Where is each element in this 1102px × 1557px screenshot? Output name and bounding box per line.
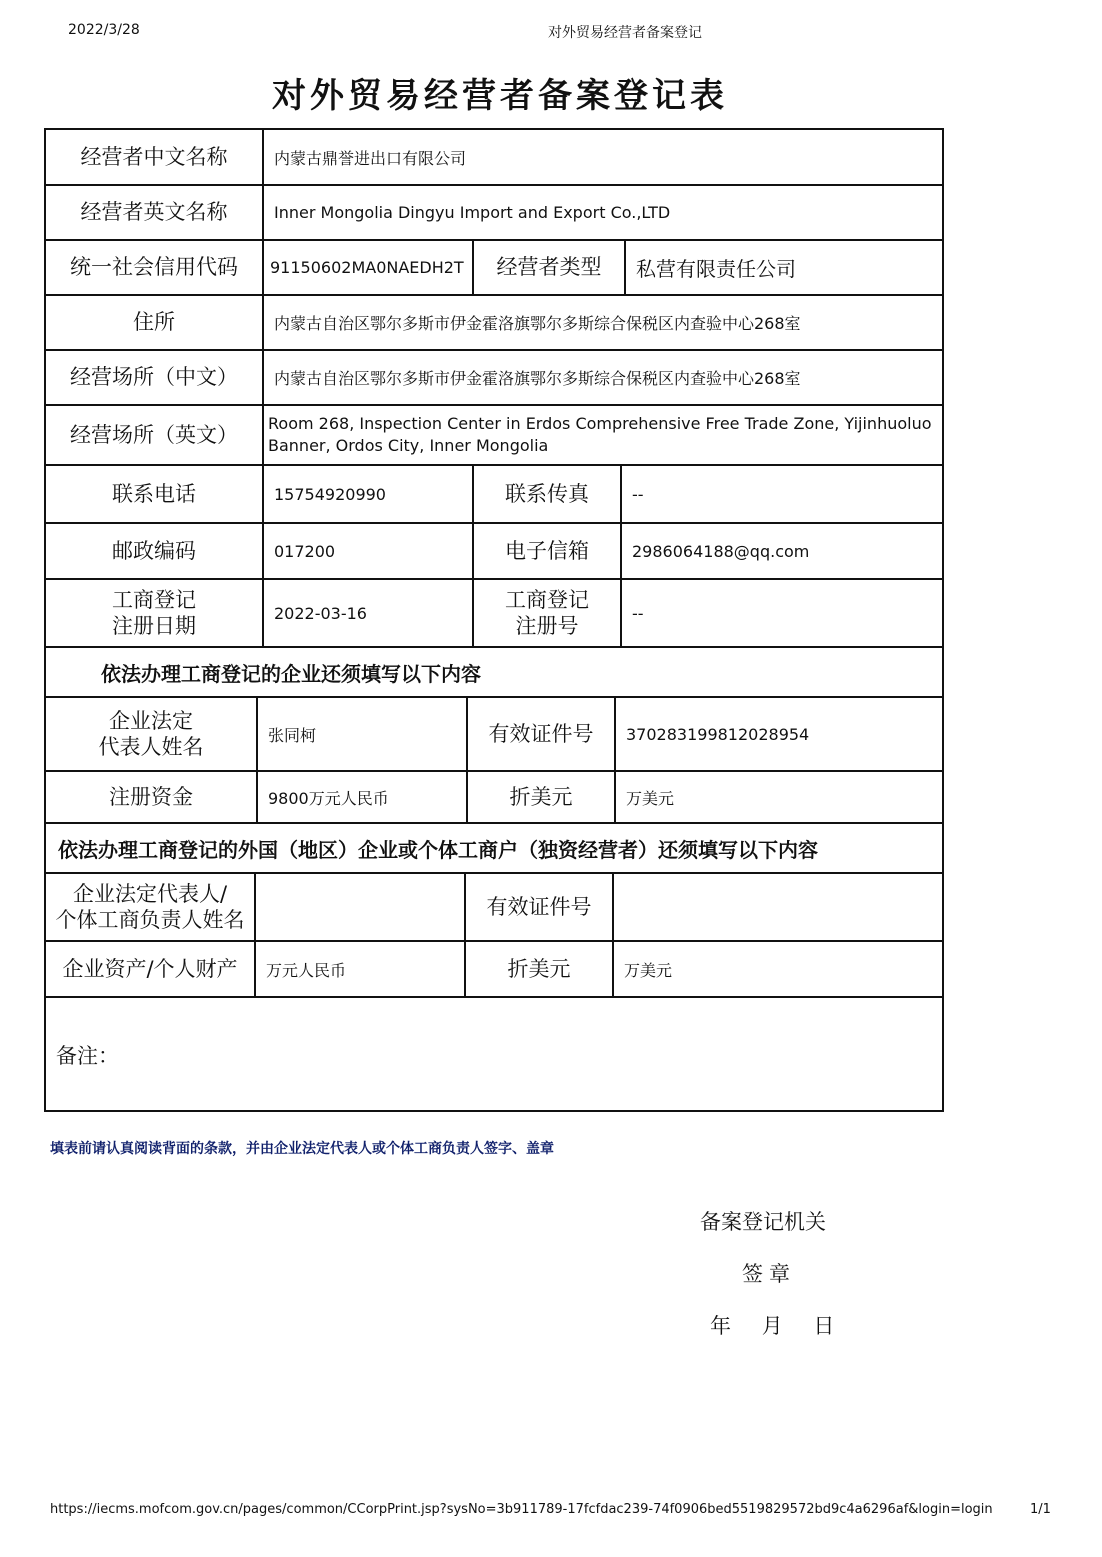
value-foreign-rep (256, 874, 466, 940)
value-fax: -- (632, 484, 644, 504)
row-site-en (46, 406, 942, 466)
value-assets-usd: 万美元 (624, 960, 673, 980)
label-legal-rep-line2: 代表人姓名 (98, 735, 204, 759)
value-capital: 9800万元人民币 (258, 772, 468, 822)
label-en-name: 经营者英文名称 (46, 186, 264, 239)
section2-heading: 依法办理工商登记的外国（地区）企业或个体工商户（独资经营者）还须填写以下内容 (58, 837, 818, 862)
row-legal-rep (46, 698, 942, 772)
label-reg-number-line1: 工商登记 (505, 587, 589, 612)
signature-date (710, 1310, 858, 1340)
label-site-cn: 经营场所（中文） (46, 351, 264, 404)
label-legal-id: 有效证件号 (468, 698, 616, 770)
instruction-note: 填表前请认真阅读背面的条款，并由企业法定代表人或个体工商负责人签字、盖章 (50, 1141, 554, 1157)
notes-label: 备注： (56, 1044, 119, 1068)
label-foreign-rep-line2: 个体工商负责人姓名 (55, 908, 245, 932)
row-address (46, 296, 942, 351)
label-address: 住所 (46, 296, 264, 349)
label-legal-rep-line1: 企业法定 (109, 708, 193, 733)
label-credit-code: 统一社会信用代码 (46, 241, 264, 294)
row-site-cn (46, 351, 942, 406)
page-number: 1/1 (1030, 1502, 1051, 1517)
print-header-title: 对外贸易经营者备案登记 (548, 25, 702, 41)
row-cn-name (46, 130, 942, 186)
year-label: 年 (710, 1314, 731, 1338)
value-cn-name: 内蒙古鼎誉进出口有限公司 (274, 148, 467, 168)
label-reg-date-line2: 注册日期 (112, 614, 196, 638)
value-address: 内蒙古自治区鄂尔多斯市伊金霍洛旗鄂尔多斯综合保税区内查验中心268室 (274, 314, 801, 333)
print-url: https://iecms.mofcom.gov.cn/pages/common/CCorpPrint.jsp?sysNo=3b911789-17fcfdac239-74f0906bed5519829572bd9c4a6296af&login=login (50, 1502, 993, 1517)
value-credit-code: 91150602MA0NAEDH2T (264, 241, 474, 294)
label-fax: 联系传真 (474, 466, 622, 522)
label-site-en: 经营场所（英文） (46, 406, 264, 464)
label-phone: 联系电话 (46, 466, 264, 522)
row-phone (46, 466, 942, 524)
month-label: 月 (761, 1314, 783, 1338)
row-notes (46, 998, 942, 1110)
label-assets-usd: 折美元 (466, 942, 614, 996)
label-reg-date (46, 580, 264, 646)
label-capital-usd: 折美元 (468, 772, 616, 822)
registration-form (44, 128, 944, 1112)
label-reg-number-line2: 注册号 (515, 614, 579, 638)
value-assets: 万元人民币 (256, 942, 466, 996)
row-postal (46, 524, 942, 580)
value-reg-number: -- (632, 603, 644, 623)
label-email: 电子信箱 (474, 524, 622, 578)
value-en-name: Inner Mongolia Dingyu Import and Export Co.,LTD (274, 203, 671, 222)
value-phone: 15754920990 (264, 466, 474, 522)
registration-authority: 备案登记机关 (700, 1210, 826, 1234)
label-operator-type: 经营者类型 (474, 241, 626, 294)
label-reg-number (474, 580, 622, 646)
row-foreign-rep (46, 874, 942, 942)
row-en-name (46, 186, 942, 241)
value-postal: 017200 (264, 524, 474, 578)
value-foreign-id (614, 874, 942, 940)
label-foreign-rep-line1: 企业法定代表人/ (72, 881, 228, 906)
section2-row (46, 824, 942, 874)
row-assets (46, 942, 942, 998)
label-legal-rep (46, 698, 258, 770)
label-cn-name: 经营者中文名称 (46, 130, 264, 184)
label-postal: 邮政编码 (46, 524, 264, 578)
document-title: 对外贸易经营者备案登记表 (272, 76, 728, 116)
row-credit-code (46, 241, 942, 296)
section1-row (46, 648, 942, 698)
value-legal-rep: 张同柯 (258, 698, 468, 770)
seal-label: 签章 (742, 1262, 796, 1286)
value-capital-usd: 万美元 (626, 788, 675, 808)
value-email: 2986064188@qq.com (632, 541, 810, 561)
row-registration (46, 580, 942, 648)
value-site-cn: 内蒙古自治区鄂尔多斯市伊金霍洛旗鄂尔多斯综合保税区内查验中心268室 (274, 369, 801, 388)
value-site-en: Room 268, Inspection Center in Erdos Comprehensive Free Trade Zone, Yijinhuoluo Banner, Ordos City, Inner Mongolia (268, 414, 932, 455)
label-assets: 企业资产/个人财产 (46, 942, 256, 996)
label-foreign-id: 有效证件号 (466, 874, 614, 940)
value-operator-type: 私营有限责任公司 (636, 257, 796, 281)
section1-heading: 依法办理工商登记的企业还须填写以下内容 (101, 661, 481, 686)
day-label: 日 (813, 1314, 835, 1338)
row-capital (46, 772, 942, 824)
print-date: 2022/3/28 (68, 22, 140, 38)
value-legal-id: 370283199812028954 (626, 724, 810, 744)
label-foreign-rep (46, 874, 256, 940)
label-reg-date-line1: 工商登记 (112, 587, 196, 612)
value-reg-date: 2022-03-16 (264, 580, 474, 646)
label-capital: 注册资金 (46, 772, 258, 822)
